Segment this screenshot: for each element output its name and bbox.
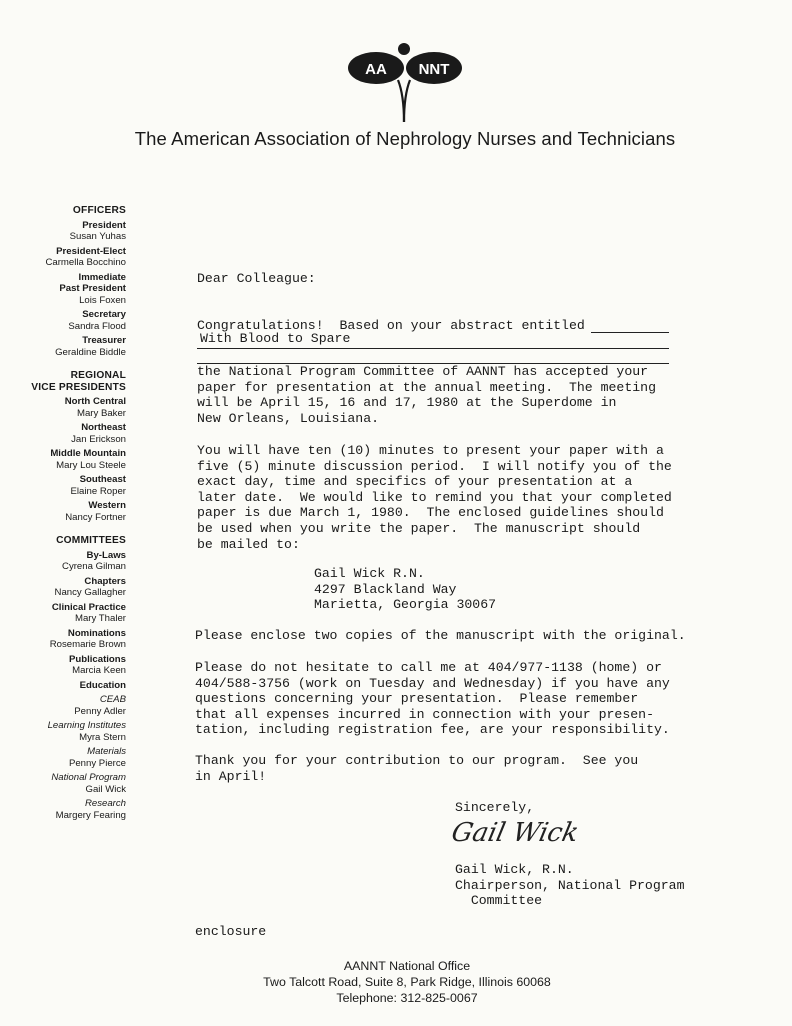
footer-address [0,958,792,1006]
logo-left-text: AA [365,61,387,78]
committee-label: By-Laws [86,549,126,561]
regional-vp-heading: REGIONAL VICE PRESIDENTS [31,370,126,393]
education-chair: Gail Wick [85,783,126,795]
paragraph-3: Please enclose two copies of the manuscript with the original. [195,628,686,643]
closing: Sincerely, [455,800,535,815]
paragraph-2: You will have ten (10) minutes to present your paper with a five (5) minute discussion period. I will notify you of the exact day, time and specifics of your presentation at a later date. We would like to remind you that your completed paper is due March 1, 1980. The enclosed guidelines should be used when you write the paper. The manuscript should be mailed to: [197,443,672,552]
education-sub-label: CEAB [99,694,126,705]
committee-chair: Marcia Keen [72,665,126,676]
officer-name: Lois Foxen [79,294,126,306]
blank-rule [591,332,669,333]
salutation: Dear Colleague: [197,271,316,286]
logo-right-text: NNT [418,61,450,78]
blank-rule [197,348,669,349]
education-sub-label: Research [84,798,126,809]
education-chair: Myra Stern [79,731,126,743]
region-vp-name: Nancy Fortner [65,511,126,523]
education-sub-label: Learning Institutes [47,720,126,731]
committee-label: Nominations [67,627,126,639]
committee-chair: Nancy Gallagher [54,587,126,598]
officer-name: Susan Yuhas [69,231,126,242]
committee-label: Publications [68,653,126,665]
committee-label: Clinical Practice [51,601,126,613]
officer-role: President-Elect [56,245,126,257]
enclosure-note: enclosure [195,924,267,939]
footer-street: Two Talcott Road, Suite 8, Park Ridge, Illinois 60068 [263,975,551,989]
committee-chair: Mary Thaler [74,613,126,624]
footer-office: AANNT National Office [343,959,471,973]
sidebar-roster [20,205,126,821]
paragraph-4: Please do not hesitate to call me at 404/977-1138 (home) or 404/588-3756 (work on Tuesday and Wednesday) if you have any questions concerning your presentation. Please remember that all expenses incurred in connection with your presen- tation, including registration fee, are your responsibility. [195,660,670,738]
paragraph-5: Thank you for your contribution to our program. See you in April! [195,753,639,784]
region-label: Northeast [81,422,126,433]
paragraph-1-opening: Congratulations! Based on your abstract entitled [197,318,585,333]
committees-heading: COMMITTEES [56,535,126,546]
officer-name: Geraldine Biddle [55,346,126,358]
region-vp-name: Elaine Roper [70,485,126,497]
region-vp-name: Mary Baker [76,407,126,419]
education-chair: Penny Pierce [68,757,126,769]
officer-name: Sandra Flood [68,320,126,332]
region-vp-name: Mary Lou Steele [56,459,126,471]
footer-telephone: Telephone: 312-825-0067 [336,991,478,1005]
region-vp-name: Jan Erickson [71,433,126,445]
committee-label: Chapters [84,575,126,587]
committee-chair: Rosemarie Brown [49,639,126,650]
organization-name: The American Association of Nephrology Nurses and Technicians [134,128,676,149]
region-label: Western [88,500,126,511]
education-heading: Education [79,679,126,691]
handwritten-signature: Gail Wick [448,818,582,848]
signer-block: Gail Wick, R.N. Chairperson, National Program Committee [455,862,685,909]
aannt-logo [340,40,470,122]
officer-name: Carmella Bocchino [45,257,126,268]
committee-chair: Cyrena Gilman [62,561,126,572]
education-sub-label: Materials [87,746,126,757]
education-chair: Margery Fearing [55,809,126,821]
education-sub-label: National Program [51,772,126,783]
officers-heading: OFFICERS [72,205,126,216]
region-label: Middle Mountain [50,448,126,459]
mailing-address: Gail Wick R.N. 4297 Blackland Way Marietta, Georgia 30067 [314,566,497,613]
region-label: Southeast [79,474,126,485]
officer-role: Immediate Past President [59,271,126,294]
abstract-title: With Blood to Spare [200,331,351,346]
officer-role: Treasurer [82,335,126,346]
officer-role: Secretary [82,309,126,320]
officer-role: President [82,219,126,231]
education-chair: Penny Adler [74,705,126,717]
paragraph-1-body: the National Program Committee of AANNT has accepted your paper for presentation at the annual meeting. The meeting will be April 15, 16 and 17, 1980 at the Superdome in New Orleans, Louisiana. [197,364,656,426]
region-label: North Central [64,396,126,407]
